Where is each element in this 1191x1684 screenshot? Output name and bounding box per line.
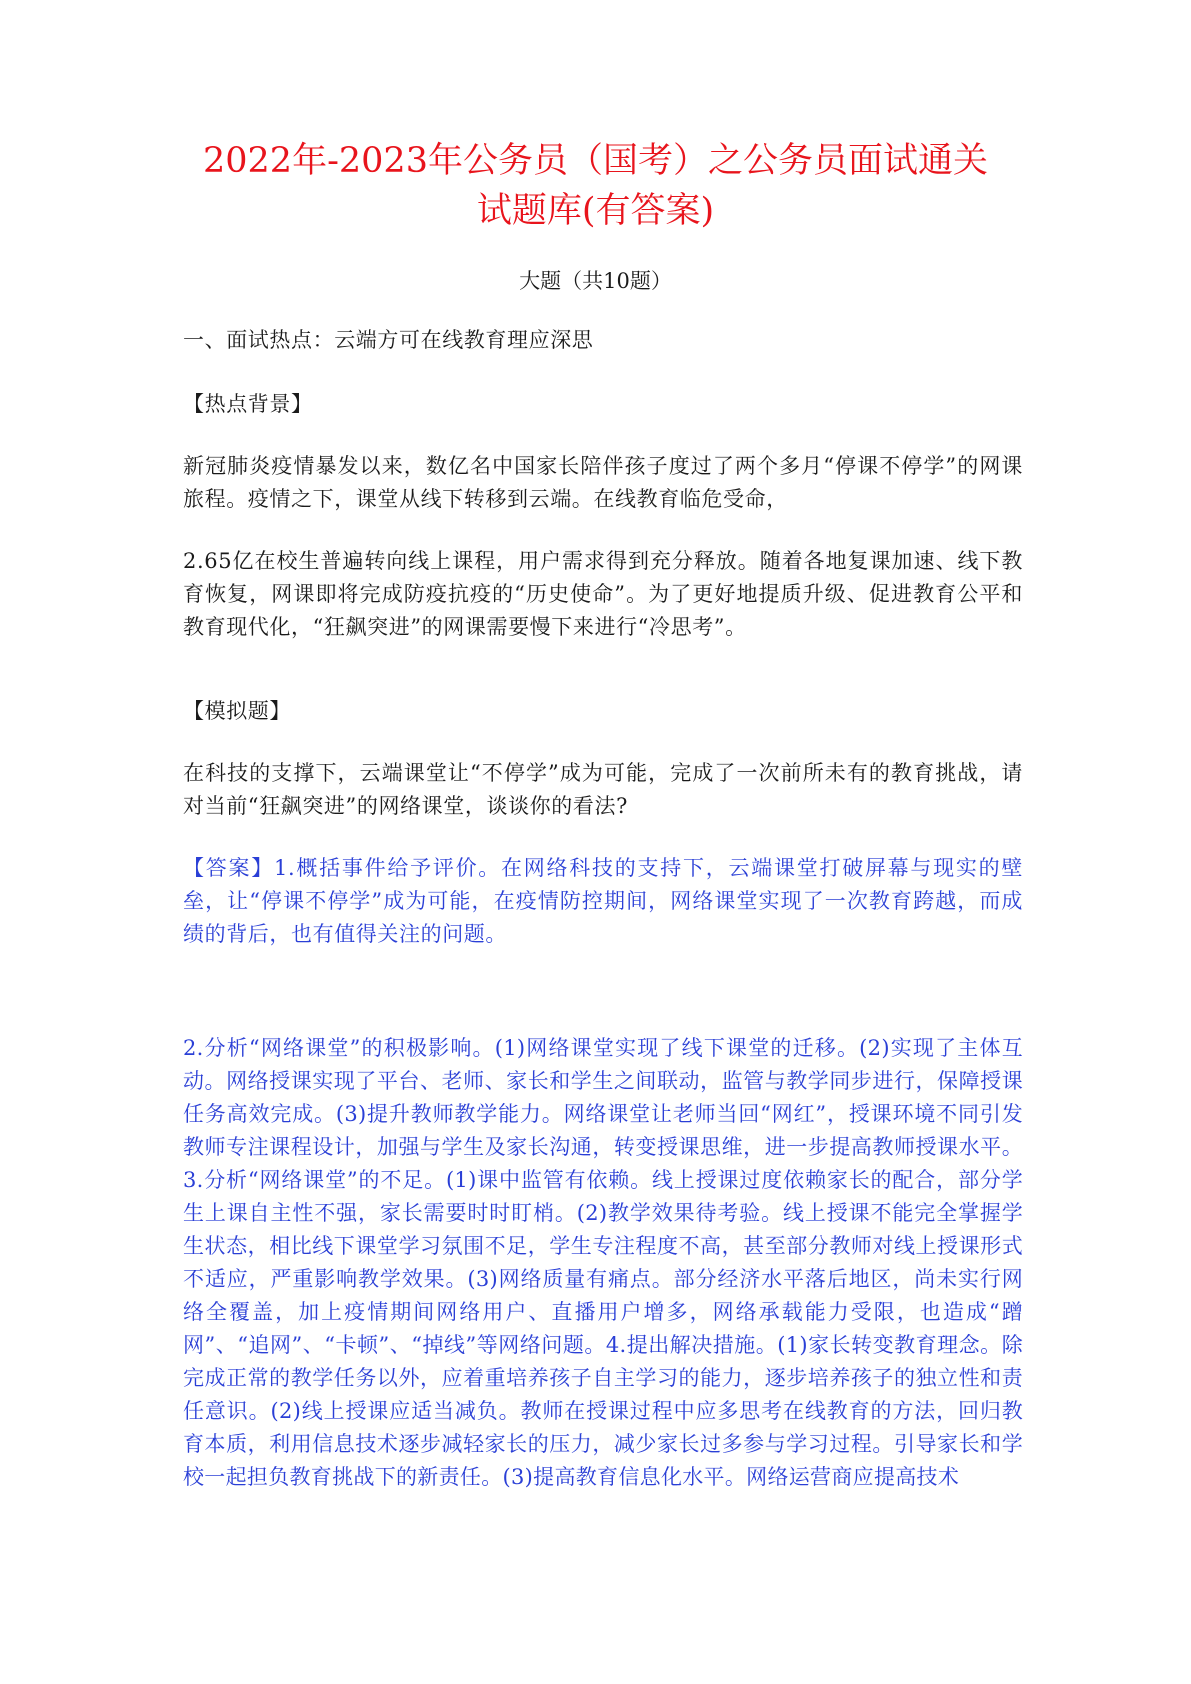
answer-paragraph-1-text: 1.概括事件给予评价。在网络科技的支持下，云端课堂打破屏幕与现实的壁垒，让“停课不停学”成为可能，在疫情防控期间，网络课堂实现了一次教育跨越，而成绩的背后，也有值得关注的问题。 [183,856,1024,946]
answer-paragraph-1 [183,852,1023,951]
mock-question-label: 【模拟题】 [183,699,291,723]
question-heading: 一、面试热点：云端方可在线教育理应深思 [183,328,594,352]
background-paragraph-2: 2.65亿在校生普遍转向线上课程，用户需求得到充分释放。随着各地复课加速、线下教育恢复，网课即将完成防疫抗疫的“历史使命”。为了更好地提质升级、促进教育公平和教育现代化，“狂飙突进”的网课需要慢下来进行“冷思考”。 [183,549,1023,639]
background-paragraph-1: 新冠肺炎疫情暴发以来，数亿名中国家长陪伴孩子度过了两个多月“停课不停学”的网课旅程。疫情之下，课堂从线下转移到云端。在线教育临危受命， [183,454,1023,511]
document-title [150,136,1041,236]
document-title-line1: 2022年-2023年公务员（国考）之公务员面试通关 [203,141,988,181]
answer-label: 【答案】 [183,856,274,880]
document-title-line2: 试题库(有答案) [476,191,715,231]
answer-paragraph-2: 2.分析“网络课堂”的积极影响。(1)网络课堂实现了线下课堂的迁移。(2)实现了主体互动。网络授课实现了平台、老师、家长和学生之间联动，监管与教学同步进行，保障授课任务高效完成。(3)提升教师教学能力。网络课堂让老师当回“网红”，授课环境不同引发教师专注课程设计，加强与学生及家长沟通，转变授课思维，进一步提高教师授课水平。3.分析“网络课堂”的不足。(1)课中监管有依赖。线上授课过度依赖家长的配合，部分学生上课自主性不强，家长需要时时盯梢。(2)教学效果待考验。线上授课不能完全掌握学生状态，相比线下课堂学习氛围不足，学生专注程度不高，甚至部分教师对线上授课形式不适应，严重影响教学效果。(3)网络质量有痛点。部分经济水平落后地区，尚未实行网络全覆盖，加上疫情期间网络用户、直播用户增多，网络承载能力受限，也造成“蹭网”、“追网”、“卡顿”、“掉线”等网络问题。4.提出解决措施。(1)家长转变教育理念。除完成正常的教学任务以外，应着重培养孩子自主学习的能力，逐步培养孩子的独立性和责任意识。(2)线上授课应适当减负。教师在授课过程中应多思考在线教育的方法，回归教育本质，利用信息技术逐步减轻家长的压力，减少家长过多参与学习过程。引导家长和学校一起担负教育挑战下的新责任。(3)提高教育信息化水平。网络运营商应提高技术 [183,1036,1023,1489]
section-heading: 大题（共10题） [519,269,672,293]
mock-question-text: 在科技的支撑下，云端课堂让“不停学”成为可能，完成了一次前所未有的教育挑战，请对当前“狂飙突进”的网络课堂，谈谈你的看法? [183,761,1023,818]
hotspot-label: 【热点背景】 [183,392,313,416]
